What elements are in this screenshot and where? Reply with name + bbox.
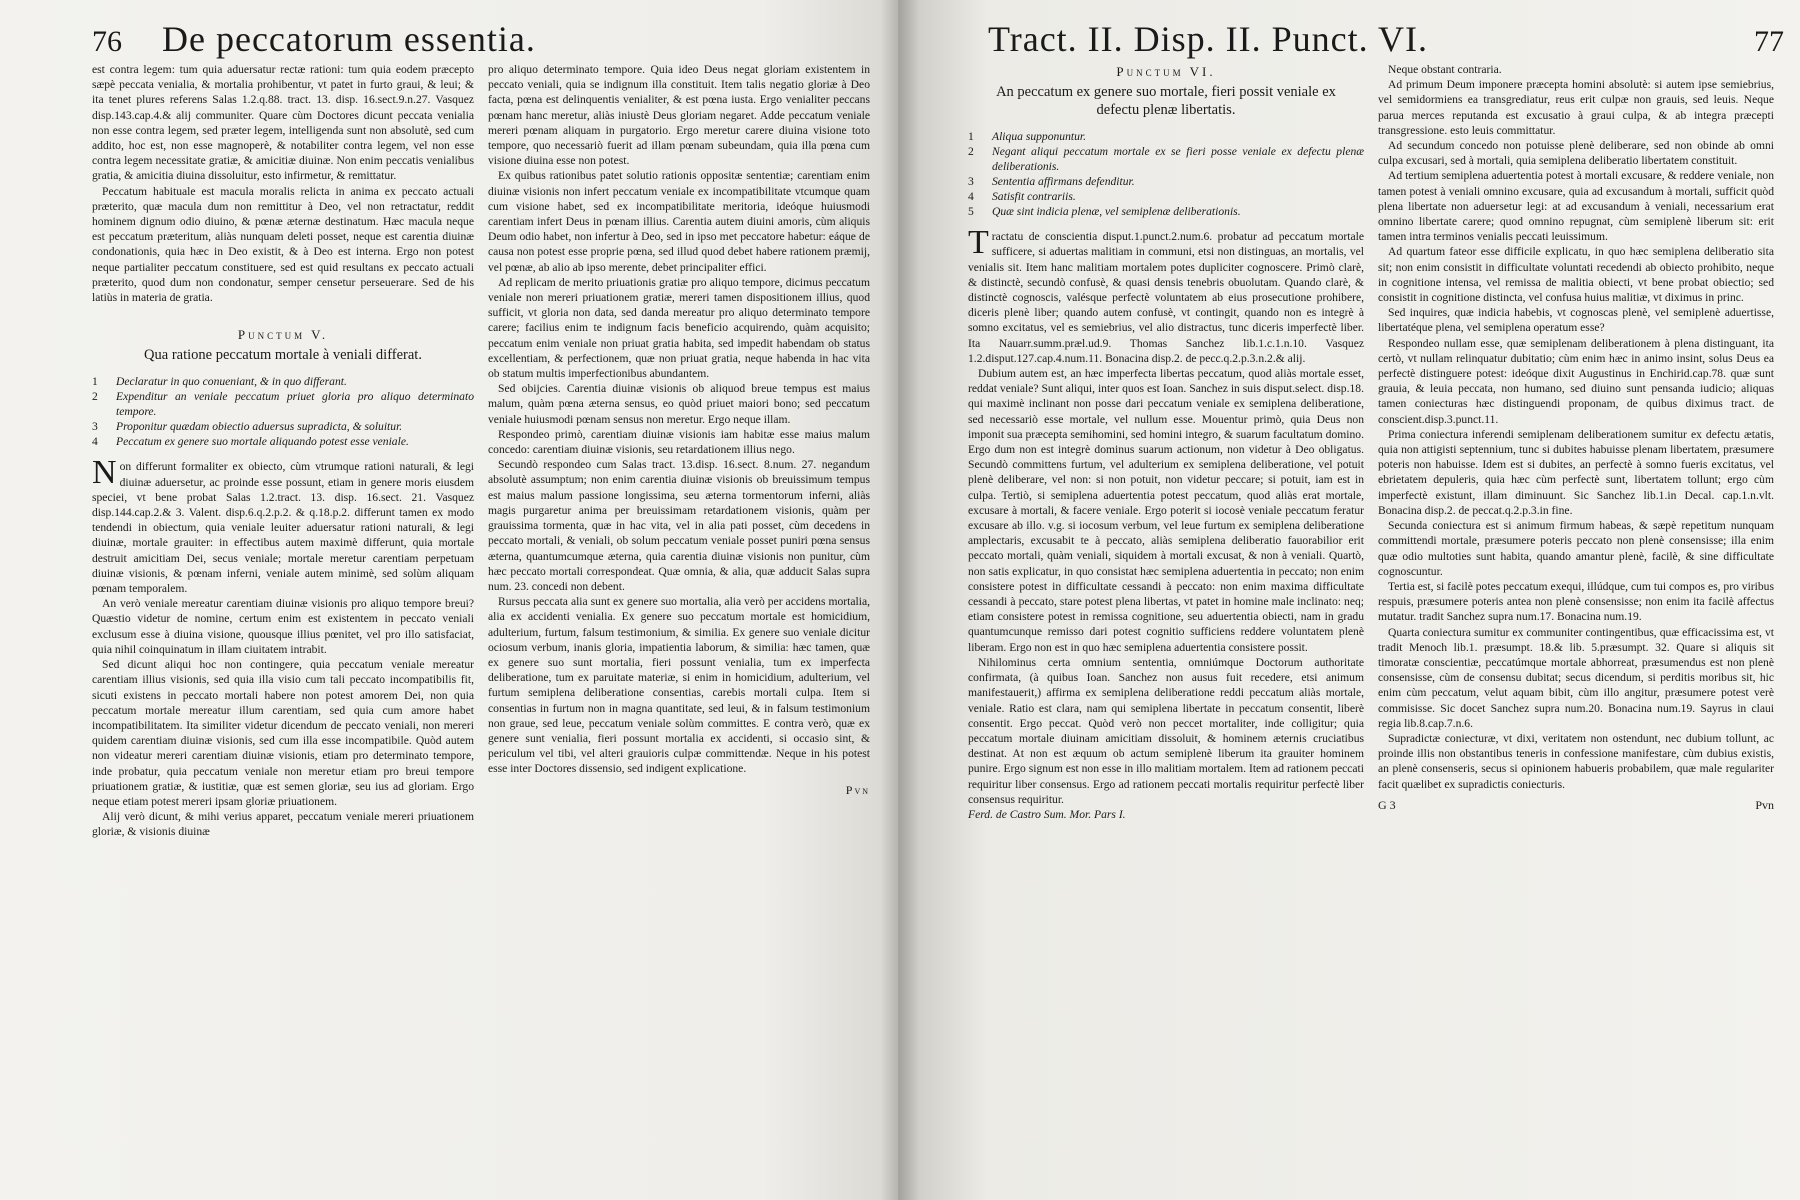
paragraph: Sed inquires, quæ indicia habebis, vt cognoscas plenè, vel semiplenè aduertisse, libertatéque plena, vel semiplena operatum esse?	[1378, 306, 1774, 335]
summary-item	[968, 129, 1364, 144]
paragraph: est contra legem: tum quia aduersatur rectæ rationi: tum quia eodem præcepto sæpè peccata venialia, & mortalia prohibentur, vt patet in furto graui, & leui; & ita tenet plures referens Salas 1.2.q.88. tract. 13. disp. 16.sect.9.n.27. Vasquez disp.143.cap.4.& alij communiter. Quare cùm Doctores dicunt peccata venialia non esse contra legem, sed præter legem, intelligenda sunt non absolutè, sed cum addito, hoc est, non esse magnoperè, & notabiliter contra legem, vel non esse contra legem necessitate gratiæ, & amicitiæ diuinæ. Non enim peccatis venialibus gratia, & amicitia diuina dissoluitur, esto infirmetur, & remittatur.	[92, 63, 474, 183]
paragraph: Sed dicunt aliqui hoc non contingere, quia peccatum veniale mereatur carentiam illius visionis, sed quia illa visio cum tali peccato incompatibilis fit, sicuti existens in peccato mortali habere non potest amorem Dei, non quia peccatum mortale mereatur illum carentiam, sed quia cum amore habet incompatibilitatem. Ita similiter videtur dicendum de peccato veniali, non mereri quidem carentiam diuinæ visionis, sed cum illa esse incompatibile. Quòd autem non videatur mereri carentiam diuinæ visionis, etiam pro determinato tempore, inde probatur, quia peccatum veniale non meretur etiam pro breui tempore priuationem gratiæ, & iustitiæ, quæ est semen gloriæ, seu ius ad gloriam. Ergo neque etiam potest mereri ipsam gloriæ priuationem.	[92, 658, 474, 808]
paragraph: Prima coniectura inferendi semiplenam deliberationem sumitur ex defectu ætatis, quia non attigisti septennium, tunc si dubites habuisse plenam libertatem, præsumere poteris non habuisse. Idem est si dubites, an perfectè à somno fueris excitatus, vel ebrietatem depuleris, quia hæc cùm perfectè sunt, libertatem tollunt; ergo cùm imperfectè existunt, illam diminuunt. Sic Sanchez lib.1.in Decal. cap.1.n.vlt. Bonacina disp.2. de peccat.q.2.p.3.in fine.	[1378, 427, 1774, 517]
summary-text: Quæ sint indicia plenæ, vel semiplenæ deliberationis.	[992, 205, 1241, 219]
summary-number: 5	[968, 205, 974, 219]
footer-note: Ferd. de Castro Sum. Mor. Pars I.	[968, 807, 1126, 821]
summary-item	[968, 174, 1364, 189]
left-column-1	[92, 62, 474, 840]
paragraph: Peccatum habituale est macula moralis relicta in anima ex peccato actuali præterito, quæ macula dum non remittitur à Deo, vel non retractatur, reddit hominem dignum odio diuino, & pœnæ æternæ destinatum. Hæc macula neque est peccatum præteritum, aliàs nunquam deleti posset, neque est carentia diuinæ condonationis, quia hæc in Deo existit, & à Deo est interna. Ergo non potest neque partialiter peccatum constituere, sed est quid resultans ex peccato actuali præterito, quod dum non condonatur, semper censetur perseuerare. Sed de his latiùs in materia de gratia.	[92, 184, 474, 305]
left-column-2	[488, 62, 870, 840]
summary-text: Peccatum ex genere suo mortale aliquando potest esse veniale.	[116, 435, 409, 449]
left-columns	[92, 62, 870, 840]
summary-item	[968, 204, 1364, 219]
punctum-v-summary	[92, 374, 474, 449]
paragraph: Tertia est, si facilè potes peccatum exequi, illúdque, cum tui compos es, pro viribus respuis, præsumere poteris antea non plenè consensisse; non enim ita facilè affectus mutatur. tradit Sanchez supra num.17. Bonacina num.19.	[1378, 579, 1774, 624]
paragraph: Neque obstant contraria.	[1388, 63, 1502, 76]
running-title-left: De peccatorum essentia.	[162, 19, 536, 59]
right-column-2	[1378, 62, 1774, 822]
left-running-head	[92, 18, 870, 58]
dropcap-block	[92, 454, 474, 596]
paragraph: Quarta coniectura sumitur ex communiter contingentibus, quæ efficacissima est, vt tradit Menoch lib.1. præsumpt. 18.& lib. 5.præsumpt. 32. Quare si aliquis sit timoratæ conscientiæ, peccatúmque mortale abhorreat, præsumendus est non plenè consensisse, cùm de consensu dubitat; secus dicendum, si perditis moribus sit, hic enim cùm peccatum, velut aquam bibit, cùm illo angitur, præsumere potest verè commisisse. Sic docet Sanchez supra num.20. Bonacina num.19. Sayrus in claui regia lib.8.cap.7.n.6.	[1378, 625, 1774, 730]
paragraph: Respondeo primò, carentiam diuinæ visionis iam habitæ esse maius malum concedo: carentiam diuinæ visionis, seu retardationem illius nego.	[488, 427, 870, 457]
summary-item	[92, 374, 474, 389]
paragraph: Nihilominus certa omnium sententia, omniúmque Doctorum authoritate confirmata, (à quibus Ioan. Sanchez non ausus fuit recedere, etsi animum manifestauerit,) affirma ex semiplena deliberatione reddi peccatum aliàs mortale, veniale. Ratio est clara, nam qui semiplena libertate in peccatum consentit, liberè consentit. Ergo peccat. Quòd verò non peccet mortaliter, inde colligitur; quia peccatum mortale diuinam amicitiam dissoluit, & hominem æternis cruciatibus destinat. At non est æquum ob actum semiplenè liberum ita grauiter hominem punire. Ergo signum est non esse in illo malitiam mortalem. Item ad rationem peccati requiritur liber consensus. Ergo ad rationem peccati mortalis requiritur perfectè liber consensus requiritur.	[968, 655, 1364, 806]
paragraph: Secunda coniectura est si animum firmum habeas, & sæpè repetitum nunquam committendi mortale, præsumere poteris peccato non plenè consensisse; illa enim quæ odio multoties sunt habita, quando amantur plenè, facilè, & sine difficultate cognoscuntur.	[1378, 519, 1774, 578]
page-number-left: 76	[92, 25, 122, 58]
paragraph: Ad replicam de merito priuationis gratiæ pro aliquo tempore, dicimus peccatum veniale non mereri priuationem gratiæ, mereri tamen dispositionem illius, quod sufficit, vt gloria non data, sed danda mereatur pro aliquo determinato tempore carere; facilius enim te indignum facis beneficio acquirendo, quàm acquisito; peccatum enim veniale non priuat gratia habita, sed impedit habendam ob status excellentiam, & perfectionem, quæ non priuat gratia, neque habenda in hac vita ob statum multis imperfectionibus abundantem.	[488, 275, 870, 381]
right-running-head	[968, 18, 1784, 58]
summary-item	[968, 189, 1364, 204]
paragraph: Ex quibus rationibus patet solutio rationis oppositæ sententiæ; carentiam enim diuinæ visionis non infert peccatum veniale ex incompatibilitate vtcumque quam cum visione habet, sed ex incompatibilitate meritoria, ideóque huiusmodi carentiam infert Deus in pœnam illius. Carentia autem diuini amoris, cùm aliquis Deum odio habet, non infertur à Deo, sed in ipso met peccatore habetur: eáque de causa non potest esse proprie pœna, sed illud quod debet habere rationem præmij, vel pœnæ, ab alio ab ipso merente, debet principaliter effici.	[488, 169, 870, 274]
summary-item	[968, 144, 1364, 174]
summary-number: 2	[968, 145, 974, 159]
punctum-vi-summary	[968, 129, 1364, 219]
summary-number: 3	[968, 175, 974, 189]
summary-item	[92, 389, 474, 419]
summary-number: 4	[968, 190, 974, 204]
paragraph: Alij verò dicunt, & mihi verius apparet, peccatum veniale mereri priuationem gloriæ, & visionis diuinæ	[92, 810, 474, 839]
punctum-vi-title: An peccatum ex genere suo mortale, fieri possit veniale ex defectu plenæ libertatis.	[996, 84, 1336, 119]
summary-number: 2	[92, 390, 98, 404]
summary-item	[92, 434, 474, 449]
paragraph: Tractatu de conscientia disput.1.punct.2.num.6. probatur ad peccatum mortale sufficere, si aduertas malitiam in communi, etsi non distinguas, an mortalis, vel venialis sit. Item hanc malitiam mortalem potes dupliciter cognoscere. Primò clarè, & distinctè, secundò confusè, & quasi densis tenebris obuolutam. Quando clarè, & distinctè cognoscis, valésque perfectè voluntatem ab eius prosecutione prohibere, diceris plenè liber; quando autem confusè, vt contingit, quando non es integrè à somno excitatus, vel es semiebrius, vel alio distractus, tunc diceris imperfectè liber. Ita Nauarr.summ.præl.ud.9. Thomas Sanchez lib.1.c.1.n.10. Vasquez 1.2.disput.127.cap.4.num.11. Bonacina disp.2. de pecc.q.2.p.3.n.2.& alij.	[968, 224, 1364, 365]
right-page	[898, 0, 1800, 1200]
paragraph: An verò veniale mereatur carentiam diuinæ visionis pro aliquo tempore breui? Quæstio videtur de nomine, certum enim est existentem in peccato veniali exclusum esse à diuina visione, quousque illius pœnitet, vel pro illo satisfaciat, quia nihil coinquinatum in illam ciuitatem intrabit.	[92, 597, 474, 656]
page-number-right: 77	[1754, 25, 1784, 58]
paragraph: Secundò respondeo cum Salas tract. 13.disp. 16.sect. 8.num. 27. negandum absolutè assumptum; non enim carentia diuinæ visionis ob breuissimum tempus est maius malum passione longissima, seu æterna tormentorum inferni, aliàs magis purgaretur anima per breuissimam retardationem visionis, quàm per grauissima tormenta, quæ in hac vita, vel in alia pati posset, cùm decedens in peccato mortali, & veniali, ob solum peccatum veniale posset puniri pœna sensus æterna, quantumcumque æterna, quia carentia diuinæ visionis non punitur, cùm hæc peccato mortali correspondeat. Quæ omnia, & alia, quæ adducit Salas supra num. 23. concedi non debent.	[488, 458, 870, 593]
summary-number: 4	[92, 435, 98, 449]
punctum-v-heading: Punctum V.	[237, 327, 329, 343]
paragraph: Ad primum Deum imponere præcepta homini absolutè: si autem ipse semiebrius, vel semidormiens ea transgrediatur, reus erit culpæ non grauis, sed leuis. Neque parua merces reputanda est excusatio à graui culpa, & ab integra præcepti transgressione. esto leuis committatur.	[1378, 78, 1774, 137]
catchword-left: Pvn	[845, 782, 870, 797]
summary-text: Declaratur in quo conueniant, & in quo differant.	[116, 375, 347, 389]
summary-text: Proponitur quædam obiectio aduersus supradicta, & soluitur.	[116, 420, 403, 434]
signature-mark: G 3	[1378, 797, 1396, 812]
paragraph: Supradictæ coniecturæ, vt dixi, veritatem non ostendunt, nec dubium tollunt, ac proinde illis non obstantibus teneris in confessione manifestare, cùm dubius existis, an plenè consenseris, secus si opinionem habueris probabilem, quæ male regulariter facit quælibet ex supradictis coniecturis.	[1378, 731, 1774, 791]
paragraph: Dubium autem est, an hæc imperfecta libertas peccatum, quod aliàs mortale esset, reddat veniale? Sunt aliqui, inter quos est Ioan. Sanchez in suis disput.select. disp.18. qui maximè inclinant non posse dari peccatum veniale ex semiplena deliberatione, sed necessariò esse mortale, vel nullum esse. Mouentur primò, quia Deus non imponit sua præcepta semihomini, sed homini integro, & suarum facultatum domino. Ergo dum non est integrè dominus suarum actionum, non videtur à Deo obligatus. Secundò committens furtum, vel adulterium ex semiplena deliberatione, vel potuit plenè deliberare, vel non: si non potuit, non videtur peccare; si potuit, iam est in culpa. Tertiò, si semiplena aduertentia potest peccatum, quod aliàs erat mortale, excusare à mortali, & facere veniale. Ergo poterit si iocosè veniale peccatum feratur excusare ab illo. v.g. si iocosum verbum, vel leue furtum ex semiplena deliberatione amplectaris, excusabit te à peccato, aliàs semiplena deliberatio fauorabilior erit peccato mortali, quàm veniali, siquidem à mortali excusat, & non à veniali. Quartò, non satis explicatur, in quo consistat hæc semiplena aduertentia in peccato; non enim consistere potest in difficultate cessandi à peccato: non enim maxima difficultate cessandi à peccato, stare potest plena libertas, vt patet in homine male inclinato: neq; etiam consistere potest in remissa cognitione, seu aduertentia obiecti, nam in gradu quantumcunque remisso dari potest cognitio sufficiens reddere voluntatem plenè liberam. Ergo non est in quo hæc semiplena aduertentia consistere possit.	[968, 367, 1364, 654]
signature-row	[1378, 798, 1774, 813]
summary-number: 3	[92, 420, 98, 434]
punctum-vi-heading: Punctum VI.	[1116, 64, 1216, 79]
summary-number: 1	[968, 130, 974, 144]
left-page	[0, 0, 898, 1200]
summary-text: Sententia affirmans defenditur.	[992, 175, 1135, 189]
paragraph: Ad tertium semiplena aduertentia potest à mortali excusare, & reddere veniale, non tamen potest à veniali omnino excusare, quia ad excusandum à mortali, sufficit quòd plena libertate non aduersetur legi: at ad excusandum à veniali, necessarium erat omnino libertate carere; quod omnino repugnat, cùm semiplenè liberum sit: erit tamen intra terminos venialis peccati leuissimum.	[1378, 169, 1774, 244]
paragraph: Ad quartum fateor esse difficile explicatu, in quo hæc semiplena deliberatio sita sit; non enim consistit in difficultate voluntati recedendi ab obiecto prohibito, neque in cognitione intensa, vel remissa de malitia obiecti, vt bene probat obiectio; sed consistit in cognitione distincta, vel confusa huius malitiæ, vt diximus in princ.	[1378, 245, 1774, 305]
punctum-v-title: Qua ratione peccatum mortale à veniali differat.	[144, 347, 422, 364]
dropcap-block	[968, 224, 1364, 366]
paragraph: pro aliquo determinato tempore. Quia ideo Deus negat gloriam existentem in peccato veniali, quia se indignum illa constituit. Item talis negatio gloriæ à Deo facta, pœna est delinquentis venialiter, & est pœna iusta. Ergo venialiter peccans pœnam hanc meretur, aliàs iniustè Deus gloriam negaret. Adde peccatum veniale mereri pœnam aliquam in purgatorio. Ergo meretur carere diuina visione toto tempore, quo necessariò fuerit ad illam pœnam subeundam, quia illa pœna cum visione diuina esse non potest.	[488, 63, 870, 168]
summary-text: Aliqua supponuntur.	[992, 130, 1087, 144]
summary-text: Expenditur an veniale peccatum priuet gloria pro aliquo determinato tempore.	[116, 390, 474, 419]
paragraph: Rursus peccata alia sunt ex genere suo mortalia, alia verò per accidens mortalia, alia ex accidenti venialia. Ex genere suo peccatum mortale est homicidium, adulterium, furtum, falsum testimonium, & similia. Ex genere suo veniale dicitur ociosum verbum, inanis gloria, impatientia laborum, & similia: hæc tamen, quæ ex genere suo sunt mortalia, fieri possunt venialia, tum ex imperfecta deliberatione, tum ex paruitate materiæ, si enim in homicidium, adulterium, vel furtum semiplena deliberatione consentias, carebis mortali culpa. Item si consentias in furtum non in magna quantitate, sed leui, & in falsum testimonium non graue, sed leue, peccatum veniale solùm committes. E contra verò, quæ ex genere sunt venialia, fieri possunt mortalia ex accidenti, si occasio sint, & periculum vel tibi, vel alteri grauioris culpæ committendæ. Neque in his potest esse inter Doctores dissensio, sed indigent explicatione.	[488, 595, 870, 776]
summary-number: 1	[92, 375, 98, 389]
summary-item	[92, 419, 474, 434]
running-title-right: Tract. II. Disp. II. Punct. VI.	[988, 19, 1428, 59]
summary-text: Satisfit contrariis.	[992, 190, 1076, 204]
right-columns	[968, 62, 1784, 822]
paragraph: Respondeo nullam esse, quæ semiplenam deliberationem à plena distinguant, ita certò, vt nullam relinquatur dubitatio; cùm enim hæc in animo insint, solus Deus ea perfectè distinguere potest: ideóque dixit Augustinus in Enchirid.cap.78. quæ sunt grauia, & leuia peccata, non humano, sed diuino sunt pensanda iudicio; aliquas tamen coniecturas hæc distinguendi proponam, de quibus diximus tract. de conscient.disp.3.punct.11.	[1378, 336, 1774, 426]
paragraph: Sed obijcies. Carentia diuinæ visionis ob aliquod breue tempus est maius malum, quàm pœna æterna sensus, eo quòd priuet maiori bono; sed peccatum veniale huiusmodi pœnam sensus non meretur. Ergo neque illam.	[488, 382, 870, 426]
right-column-1	[968, 62, 1364, 822]
summary-text: Negant aliqui peccatum mortale ex se fieri posse veniale ex defectu plenæ deliberationis.	[992, 145, 1364, 174]
catchword-right: Pvn	[1755, 797, 1774, 812]
paragraph: Ad secundum concedo non potuisse plenè deliberare, sed non obinde ab omni culpa excusari, sed à mortali, quia semiplena deliberatio libertatem constituit.	[1378, 139, 1774, 168]
paragraph: Non differunt formaliter ex obiecto, cùm vtrumque rationi naturali, & legi diuinæ aduersetur, ac proinde esse possunt, etiam in genere moris eiusdem speciei, vt bene probat Salas 1.2.tract. 13. disp. 16.sect. 21. Vasquez disp.144.cap.2.& 3. Valent. disp.6.q.2.p.2. & q.18.p.2. differunt tamen ex modo tendendi in obiectum, quia veniale leuiter aduersatur rationi naturali, & legi diuinæ, mortale grauiter: in effectibus autem maximè differunt, quia mortale destruit amicitiam Dei, secus veniale; mortale meretur carentiam perpetuam diuinæ visionis, & pœnam inferni, veniale autem minimè, sed solùm aliquam pœnam temporalem.	[92, 454, 474, 596]
